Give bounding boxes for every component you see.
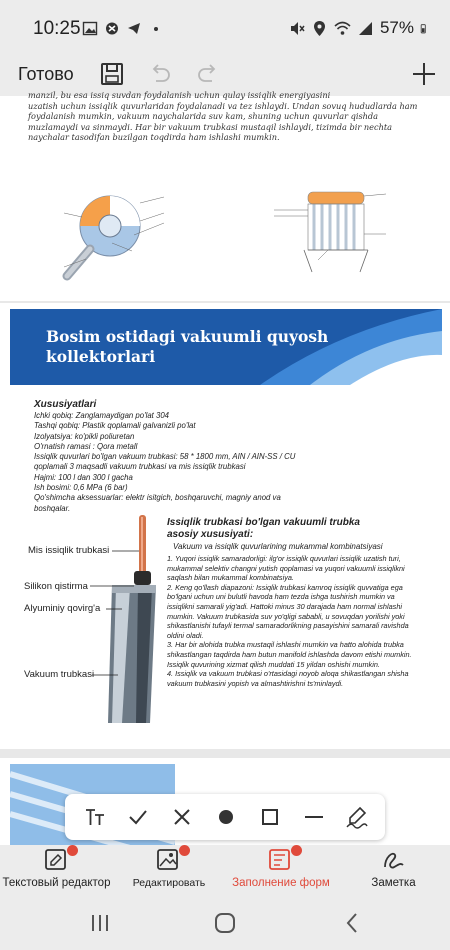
plus-icon [410, 60, 438, 88]
tab-label: Заметка [371, 877, 416, 889]
bottom-tabs [0, 845, 450, 897]
desc-subtitle: Vakuum va issiqlik quvurlarining mukammal kombinatsiyasi [173, 542, 383, 551]
desc-item: 1. Yuqori issiqlik samaradorligi: ilg'or issiqlik quvurlari issiqlik uzatish turi, [167, 554, 401, 563]
cross-tool[interactable] [170, 805, 194, 829]
page1-line: naychalar tasodifan buzilgan toqdirda ham ishlashi mumkin. [28, 132, 280, 142]
edit-image-icon [156, 847, 182, 873]
redo-button[interactable] [194, 60, 222, 88]
dot-icon [149, 22, 163, 35]
status-time: 10:25 [33, 18, 81, 39]
tube-label: Alyuminiy qovirg'a [24, 603, 101, 614]
document-view[interactable] [0, 90, 450, 844]
app-icon [105, 22, 119, 35]
desc-item: saqlash bilan mukammal kombinatsiya. [167, 573, 294, 583]
feature-line: Qo'shimcha aksessuarlar: elektr isitgich, boshqaruvchi, magniy anod va [34, 493, 281, 503]
done-button[interactable]: Готово [18, 64, 74, 84]
annotation-toolbar [65, 794, 385, 840]
undo-icon [146, 60, 174, 88]
battery-icon [420, 20, 430, 37]
home-button[interactable] [212, 911, 238, 935]
desc-item: bo'lgani uchun uni bulutli havoda ham tezda ishga tushirish mumkin va [167, 592, 395, 602]
tab-label: Редактировать [132, 877, 206, 889]
status-bar [0, 0, 450, 56]
signal-icon [357, 20, 374, 37]
save-button[interactable] [98, 60, 126, 88]
check-tool[interactable] [126, 805, 150, 829]
desc-item: 3. Har bir alohida trubka mustaqil ishlashi mumkin va hatto alohida trubka [167, 640, 404, 650]
signature-tool[interactable] [345, 805, 369, 829]
square-tool[interactable] [258, 805, 282, 829]
badge [67, 845, 78, 856]
system-nav-bar [0, 897, 450, 950]
desc-heading: Issiqlik trubkasi bo'lgan vakuumli trubka [167, 517, 360, 528]
battery-text: 57% [379, 18, 414, 37]
page1-line: uzatish uchun issiqlik quvurlaridan foydalanadi va tez ishlaydi. Undan sovuq hududlarda ham [28, 100, 418, 111]
desc-item: issiqlikni samarali yig'adi. Hattoki minus 30 darajada ham normal ishlashi [167, 601, 402, 611]
feature-line: Hajmi: 100 l dan 300 l gacha [34, 472, 133, 482]
tab-form-fill[interactable] [225, 847, 337, 895]
desc-item: Issiqlik quvurining xizmat qilish muddati 15 yildan oshishi mumkin. [167, 659, 380, 669]
text-editor-icon [44, 847, 70, 873]
text-size-icon [83, 805, 107, 829]
feature-line: boshqalar. [34, 503, 71, 513]
desc-list [167, 554, 437, 688]
text-size-tool[interactable] [83, 805, 107, 829]
tube-label: Vakuum trubkasi [24, 669, 95, 680]
desc-item: 2. Keng qo'llash diapazoni: Issiqlik trubkasi kamroq issiqlik quvvatiga ega [167, 582, 403, 592]
save-icon [98, 60, 126, 88]
telegram-icon [127, 22, 141, 35]
note-icon [381, 847, 407, 873]
page1-line: manzil, bu esa issiq suvdan foydalanish uchun qulay issiqlik energiyasini [28, 90, 331, 100]
heat-pipe-diagram [62, 191, 192, 286]
desc-item: mukammal selektiv changni yutish qoplamasi va yuqori vakuumli issiqlikni [167, 563, 405, 573]
description-block [167, 517, 437, 688]
recents-icon [87, 911, 113, 935]
tab-label: Заполнение форм [232, 877, 330, 889]
desc-item: shikastlangan taqdirda ham butun manifold ishlashda davom etishi mumkin. [167, 649, 412, 659]
tab-edit[interactable] [113, 847, 225, 895]
feature-line: Issiqlik quvurlari bo'lgan vakuum trubkasi: 58 * 1800 mm, AIN / AIN-SS / CU [34, 452, 296, 462]
desc-item: mumkin. Vakuum trubkasida suv yo'qligi sababli, u sovuqdan yorilishi yoki [167, 611, 405, 621]
collector-diagram [268, 188, 398, 278]
features-heading: Xususiyatlari [34, 399, 97, 410]
tube-label-leaders [0, 303, 170, 749]
feature-line: O'rnatish ramasi : Qora metall [34, 441, 138, 451]
wifi-icon [334, 20, 351, 37]
home-icon [212, 911, 238, 935]
system-icons [288, 18, 430, 38]
check-icon [126, 805, 150, 829]
banner-title: Bosim ostidagi vakuumli quyosh kollektorlari [46, 327, 329, 366]
add-button[interactable] [410, 60, 438, 88]
signature-icon [345, 805, 369, 829]
recents-button[interactable] [87, 911, 113, 935]
notification-icons [83, 22, 163, 35]
page1-line: foydalanish mumkin, vakuum naychalarida suv kam, shuning uchun quvurlar qishda [28, 111, 379, 121]
redo-icon [194, 60, 222, 88]
tube-label: Mis issiqlik trubkasi [28, 545, 110, 556]
dot-icon [214, 805, 238, 829]
dot-tool[interactable] [214, 805, 238, 829]
tab-text-editor[interactable] [0, 847, 113, 895]
tab-label: Текстовый редактор [2, 877, 111, 889]
desc-item: 4. Issiqlik va vakuum trubkasi o'rtasidagi noyob aloqa shikastlangan shisha [167, 669, 409, 679]
undo-button[interactable] [146, 60, 174, 88]
back-button[interactable] [340, 911, 366, 935]
feature-line: Ichki qobiq: Zanglamaydigan po'lat 304 [34, 411, 169, 420]
gallery-icon [83, 22, 97, 35]
desc-heading: asosiy xususiyati: [167, 529, 254, 540]
line-tool[interactable] [302, 805, 326, 829]
feature-line: Ish bosimi: 0,6 MPa (6 bar) [34, 483, 128, 493]
page-2 [0, 303, 450, 749]
badge [179, 845, 190, 856]
mute-icon [288, 20, 305, 37]
badge [291, 845, 302, 856]
feature-line: qoplamali 3 maqsadli vakuum trubkasi va mis issiqlik trubkasi [34, 462, 246, 472]
form-fill-icon [268, 847, 294, 873]
location-icon [311, 20, 328, 37]
desc-item: oldini oladi. [167, 630, 204, 640]
square-icon [258, 805, 282, 829]
feature-line: Tashqi qobiq: Plastik qoplamali galvanizli po'lat [34, 421, 196, 431]
line-icon [302, 805, 326, 829]
back-icon [340, 911, 366, 935]
feature-line: Izolyatsiya: ko'pikli poliuretan [34, 431, 135, 441]
page-1 [0, 90, 450, 301]
page1-line: muzlamaydi va sinmaydi. Har bir vakuum trubkasi mustaqil ishlaydi, tizimda bir nechta [28, 121, 393, 132]
desc-item: vakuum trubkasini yopish va almashtirishni ts'minlaydi. [167, 678, 344, 688]
cross-icon [170, 805, 194, 829]
page1-paragraph [28, 90, 428, 143]
tab-note[interactable] [337, 847, 450, 895]
tube-label: Silikon qistirma [24, 581, 88, 592]
desc-item: shikastlanishi tufayli termal samaradorlikning pasayishini samarali ravishda [167, 621, 409, 631]
